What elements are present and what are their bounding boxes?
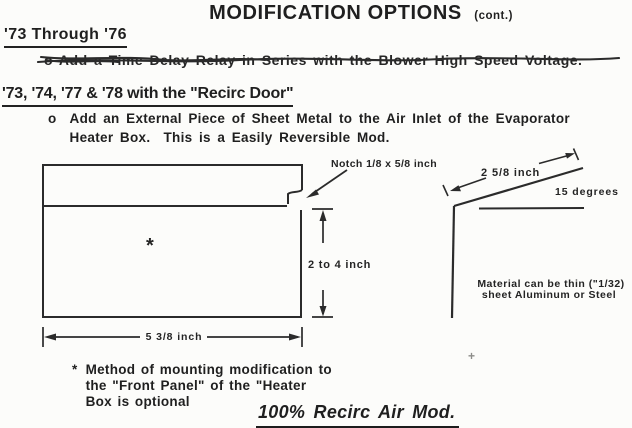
angle-label: 15 degrees <box>555 186 619 198</box>
height-dim-arrow-up <box>320 210 327 221</box>
flange-dim-arrow-low <box>450 185 461 191</box>
section1-heading <box>4 26 127 48</box>
plate-diagram <box>43 165 302 317</box>
scan-artifact-mark: + <box>468 349 476 363</box>
plate-outline <box>43 165 302 317</box>
section2-bullet-item <box>48 109 570 147</box>
footnote-marker: * <box>72 362 78 377</box>
flange-dim-tick-low <box>443 185 448 196</box>
flange-dim-tick-high <box>574 149 579 161</box>
page-title: MODIFICATION OPTIONS <box>209 2 462 24</box>
flange-diagram <box>443 149 625 319</box>
flange-dimension <box>443 149 579 197</box>
section1-struck-item: o Add a Time Delay Relay in Series with the Blower High Speed Voltage. <box>44 52 583 68</box>
bullet-marker: o <box>48 111 57 126</box>
section1-heading-text: '73 Through '76 <box>4 26 127 48</box>
flange-angled-line <box>454 168 583 206</box>
width-dim-arrow-right <box>289 334 301 341</box>
notch-arrowhead <box>306 190 319 199</box>
plate-asterisk-mark: * <box>146 235 154 257</box>
notch-arrow-line <box>312 170 347 194</box>
bullet-text-line1: Add an External Piece of Sheet Metal to the Air Inlet of the Evaporator <box>69 111 570 126</box>
page-title-suffix: (cont.) <box>474 10 513 22</box>
bullet-text-line2: Heater Box. This is a Easily Reversible Mod. <box>69 130 390 145</box>
height-dim-arrow-down <box>320 306 327 317</box>
material-note-line2: sheet Aluminum or Steel <box>481 289 617 301</box>
bullet-text <box>70 109 570 147</box>
flange-dim-line-high <box>539 155 570 164</box>
flange-vertical-line <box>452 206 454 318</box>
footer-caption: 100% Recirc Air Mod. <box>256 402 459 428</box>
footnote-line3: Box is optional <box>85 394 190 409</box>
height-dimension <box>308 209 371 317</box>
page-title-row <box>0 2 632 25</box>
material-note-line1: Material can be thin ("1/32) <box>477 278 625 290</box>
section2-heading <box>2 85 293 107</box>
width-dim-label: 5 3/8 inch <box>145 331 203 343</box>
width-dimension <box>43 327 302 347</box>
height-dim-label: 2 to 4 inch <box>308 259 372 271</box>
flange-dim-line-low <box>456 178 486 189</box>
notch-label: Notch 1/8 x 5/8 inch <box>331 158 438 170</box>
width-dim-arrow-left <box>44 334 56 341</box>
flange-dim-label: 2 5/8 inch <box>481 167 541 179</box>
footnote-line1: Method of mounting modification to <box>85 362 332 377</box>
angle-reference-line <box>479 208 584 209</box>
notch-callout <box>306 158 437 198</box>
section2-heading-text: '73, '74, '77 & '78 with the "Recirc Door" <box>2 85 293 107</box>
flange-dim-arrow-high <box>565 153 575 159</box>
footnote-line2: the "Front Panel" of the "Heater <box>85 378 307 393</box>
